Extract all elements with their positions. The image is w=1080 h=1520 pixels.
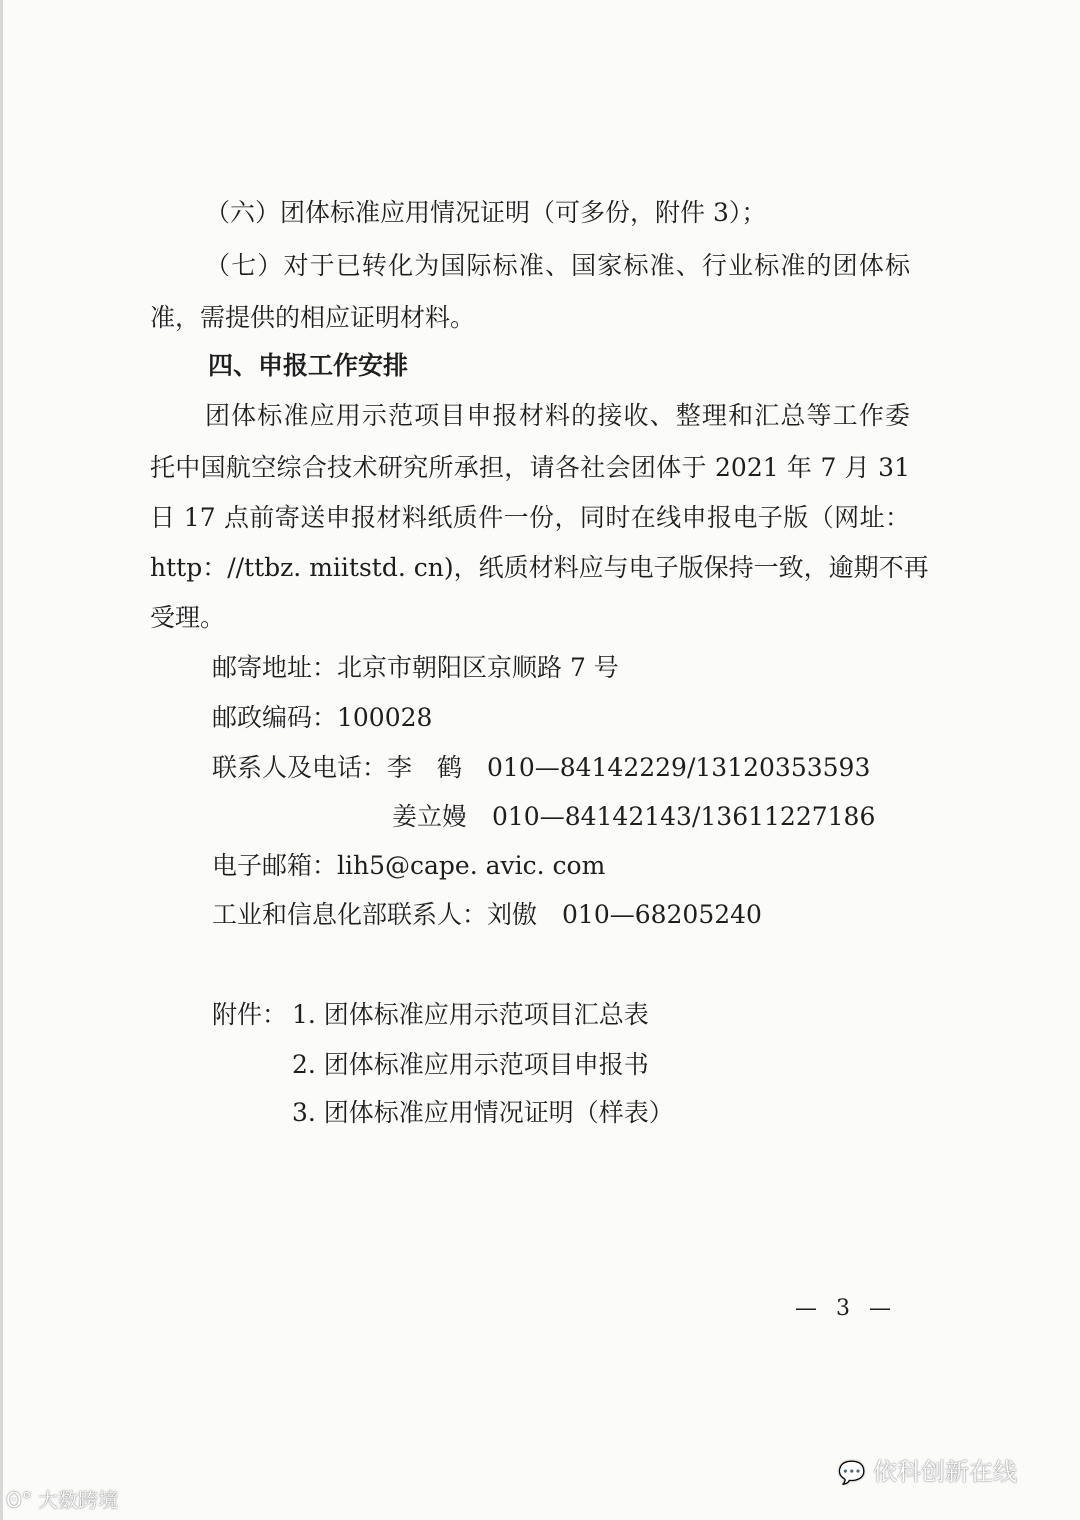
paragraph-line4: http：//ttbz. miitstd. cn)，纸质材料应与电子版保持一致，逾期不再 bbox=[150, 553, 929, 582]
paragraph-line5: 受理。 bbox=[150, 603, 226, 632]
page-number: — 3 — bbox=[795, 1296, 897, 1321]
postal-code: 邮政编码：100028 bbox=[212, 703, 433, 732]
paragraph-line3: 日 17 点前寄送申报材料纸质件一份，同时在线申报电子版（网址： bbox=[150, 503, 910, 532]
section-heading: 四、申报工作安排 bbox=[208, 351, 409, 380]
paragraph-line2: 托中国航空综合技术研究所承担，请各社会团体于 2021 年 7 月 31 bbox=[150, 453, 910, 482]
paragraph-line1: 团体标准应用示范项目申报材料的接收、整理和汇总等工作委 bbox=[205, 401, 910, 430]
ministry-contact: 工业和信息化部联系人：刘傲 010—68205240 bbox=[212, 900, 762, 929]
item-six: （六）团体标准应用情况证明（可多份，附件 3）； bbox=[205, 198, 767, 227]
watermark-right bbox=[838, 1452, 1017, 1487]
watermark-left-text: 大数跨境 bbox=[38, 1488, 119, 1512]
contact-line1: 联系人及电话：李 鹤 010—84142229/13120353593 bbox=[212, 753, 871, 782]
email: 电子邮箱：lih5@cape. avic. com bbox=[212, 851, 606, 880]
attachment-item: 3. 团体标准应用情况证明（样表） bbox=[292, 1098, 674, 1127]
attachments-label: 附件： bbox=[212, 1000, 288, 1029]
item-seven-line1: （七）对于已转化为国际标准、国家标准、行业标准的团体标 bbox=[205, 251, 910, 280]
scan-edge bbox=[0, 0, 3, 1520]
watermark-left bbox=[6, 1484, 118, 1513]
watermark-right-text: 依科创新在线 bbox=[873, 1458, 1018, 1486]
mailing-address: 邮寄地址：北京市朝阳区京顺路 7 号 bbox=[212, 653, 619, 682]
attachment-item: 1. 团体标准应用示范项目汇总表 bbox=[292, 1000, 649, 1029]
attachment-item: 2. 团体标准应用示范项目申报书 bbox=[292, 1050, 649, 1079]
contact-line2: 姜立嫚 010—84142143/13611227186 bbox=[392, 802, 876, 831]
wechat-icon: 💬 bbox=[838, 1461, 866, 1486]
logo-icon: ʘ° bbox=[6, 1488, 32, 1512]
item-seven-line2: 准，需提供的相应证明材料。 bbox=[150, 303, 476, 332]
